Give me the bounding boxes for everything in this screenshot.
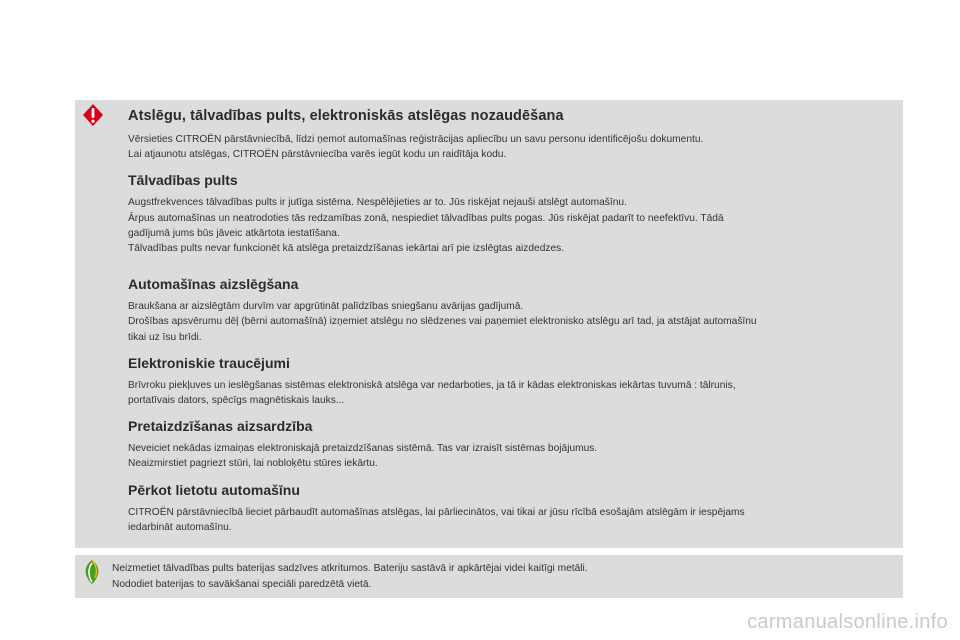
section-line: Neveiciet nekādas izmaiņas elektroniskajā pretaizdzīšanas sistēmā. Tas var izraisīt sistēmas bojājumus. — [128, 443, 598, 455]
eco-note-panel — [75, 555, 903, 598]
intro-block — [128, 132, 883, 162]
warning-exclamation-icon — [82, 103, 104, 127]
intro-line: Vērsieties CITROËN pārstāvniecībā, līdzi ņemot automašīnas reģistrācijas apliecību un savu personu identificējošu dokumentu. — [128, 134, 704, 145]
eco-line: Neizmetiet tālvadības pults baterijas sadzīves atkritumos. Bateriju sastāvā ir apkārtējai videi kaitīgi metāli. — [112, 563, 588, 574]
section-remote-control — [128, 172, 883, 256]
section-line: Ārpus automašīnas un neatrodoties tās redzamības zonā, nespiediet tālvadības pults pogas. Jūs riskējat padarīt to neefektīvu. Tādā — [128, 212, 724, 224]
intro-line: Lai atjaunotu atslēgas, CITROËN pārstāvniecība varēs iegūt kodu un raidītāja kodu. — [128, 149, 507, 161]
warning-panel — [75, 100, 903, 548]
eco-line: Nododiet baterijas to savākšanai speciāli paredzētā vietā. — [112, 578, 372, 590]
page-title: Atslēgu, tālvadības pults, elektroniskās atslēgas nozaudēšana — [128, 108, 564, 124]
section-line: portatīvais dators, spēcīgs magnētiskais lauks... — [128, 395, 345, 407]
section-heading: Automašīnas aizslēgšana — [128, 276, 299, 293]
section-line: Tālvadības pults nevar funkcionēt kā atslēga pretaizdzīšanas iekārtai arī pie izslēgtas aizdedzes. — [128, 243, 565, 255]
section-line: Braukšana ar aizslēgtām durvīm var apgrūtināt palīdzības sniegšanu avārijas gadījumā. — [128, 301, 524, 313]
section-line: gadījumā jums būs jāveic atkārtota iestatīšana. — [128, 227, 340, 239]
section-line: Drošības apsvērumu dēļ (bērni automašīnā) izņemiet atslēgu no slēdzenes vai paņemiet elektronisko atslēgu arī tad, ja atstājat automašīnu — [128, 316, 757, 328]
section-electronic-interference — [128, 355, 883, 408]
eco-leaf-icon — [81, 559, 103, 585]
section-line: Augstfrekvences tālvadības pults ir jutīga sistēma. Nespēlējieties ar to. Jūs riskējat nejauši atslēgt automašīnu. — [128, 197, 627, 209]
section-heading: Pērkot lietotu automašīnu — [128, 481, 300, 498]
section-heading: Tālvadības pults — [128, 172, 238, 189]
section-line: Neaizmirstiet pagriezt stūri, lai nobloķētu stūres iekārtu. — [128, 458, 378, 470]
section-line: CITROËN pārstāvniecībā lieciet pārbaudīt automašīnas atslēgas, lai pārliecinātos, vai tikai ar jūsu rīcībā esošajām atslēgām ir iespējams — [128, 506, 745, 518]
section-line: tikai uz īsu brīdi. — [128, 331, 202, 343]
section-line: iedarbināt automašīnu. — [128, 521, 232, 533]
section-locking — [128, 276, 883, 345]
watermark: carmanualsonline.info — [747, 611, 948, 633]
section-anti-theft — [128, 418, 883, 471]
section-line: Brīvroku piekļuves un ieslēgšanas sistēmas elektroniskā atslēga var nedarboties, ja tā ir kādas elektroniskas iekārtas tuvumā : tālrunis, — [128, 379, 736, 391]
section-heading: Pretaizdzīšanas aizsardzība — [128, 418, 313, 435]
section-used-car — [128, 482, 883, 535]
section-heading: Elektroniskie traucējumi — [128, 354, 290, 371]
